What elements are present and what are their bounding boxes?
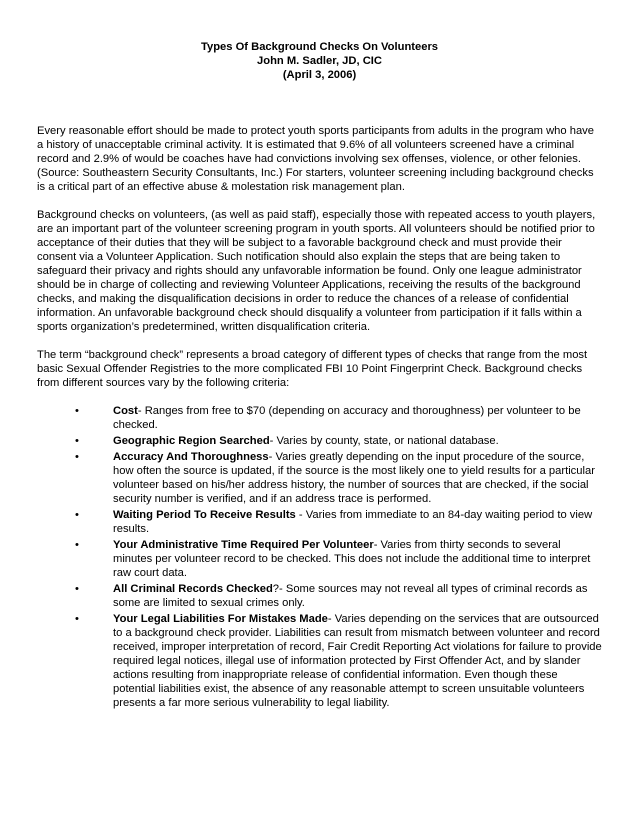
criteria-term: Geographic Region Searched (113, 435, 270, 447)
criteria-text: ?- Some sources may not reveal all types of criminal records as some are limited to sexual crimes only. (113, 583, 588, 609)
criteria-term: Waiting Period To Receive Results (113, 509, 296, 521)
list-item (37, 450, 602, 506)
bullet-icon: • (75, 405, 79, 417)
document-date: (April 3, 2006) (282, 69, 357, 81)
criteria-text: - Ranges from free to $70 (depending on accuracy and thoroughness) per volunteer to be checked. (113, 405, 581, 431)
list-item (37, 404, 602, 432)
criteria-text: - Varies greatly depending on the input procedure of the source, how often the source is updated, if the source is the most likely one to yield results for a particular volunteer based on his/her address history, the number of sources that are checked, if the social security number is verified, and if an address trace is performed. (113, 451, 595, 505)
list-item (37, 434, 602, 448)
criteria-term: Accuracy And Thoroughness (113, 451, 269, 463)
criteria-text: - Varies by county, state, or national database. (269, 435, 499, 447)
bullet-icon: • (75, 583, 79, 595)
bullet-icon: • (75, 451, 79, 463)
criteria-term: Cost (113, 405, 138, 417)
criteria-term: Your Administrative Time Required Per Volunteer (113, 539, 374, 551)
criteria-list (37, 404, 602, 710)
bullet-icon: • (75, 613, 79, 625)
document-title: Types Of Background Checks On Volunteers (200, 41, 439, 53)
list-item (37, 508, 602, 536)
list-item (37, 582, 602, 610)
document-author: John M. Sadler, JD, CIC (257, 55, 382, 67)
bullet-icon: • (75, 509, 79, 521)
criteria-text: - Varies from thirty seconds to several minutes per volunteer record to be checked. This does not include the additional time to interpret raw court data. (113, 539, 591, 579)
criteria-text: - Varies depending on the services that are outsourced to a background check provider. Liabilities can result from mismatch between volunteer and record received, improper interpretation of record, Fair Credit Reporting Act violations for failure to provide required legal notices, illegal use of information protected by First Offender Act, and by slander actions resulting from inappropriate release of confidential information. Even though these potential liabilities exist, the absence of any reasonable attempt to screen unsuitable volunteers presents a far more serious vulnerability to legal liability. (113, 613, 602, 709)
bullet-icon: • (75, 539, 79, 551)
criteria-term: Your Legal Liabilities For Mistakes Made (113, 613, 328, 625)
list-item (37, 538, 602, 580)
document-header (37, 40, 602, 82)
list-item (37, 612, 602, 710)
criteria-text: - Varies from immediate to an 84-day waiting period to view results. (113, 509, 593, 535)
paragraph-criteria-intro: The term “background check” represents a broad category of different types of checks that range from the most basic Sexual Offender Registries to the more complicated FBI 10 Point Fingerprint Check. Background checks from different sources vary by the following criteria: (37, 349, 588, 389)
paragraph-intro: Every reasonable effort should be made to protect youth sports participants from adults in the program who have a history of unacceptable criminal activity. It is estimated that 9.6% of all volunteers screened have a criminal record and 2.9% of would be coaches have had convictions involving sex offenses, violence, or other felonies. (Source: Southeastern Security Consultants, Inc.) For starters, volunteer screening including background checks is a critical part of an effective abuse & molestation risk management plan. (37, 125, 594, 193)
criteria-term: All Criminal Records Checked (113, 583, 273, 595)
paragraph-background-checks: Background checks on volunteers, (as well as paid staff), especially those with repeated access to youth players, are an important part of the volunteer screening program in youth sports. All volunteers should be notified prior to acceptance of their duties that they will be subject to a favorable background check and must provide their consent via a Volunteer Application. Such notification should also explain the steps that are being taken to safeguard their privacy and rights should any unfavorable information be found. Only one league administrator should be in charge of collecting and reviewing Volunteer Applications, receiving the results of the background checks, and making the disqualification decisions in order to reduce the chances of a release of confidential information. An unfavorable background check should disqualify a volunteer from participation if it falls within a sports organization’s predetermined, written disqualification criteria. (37, 209, 596, 333)
bullet-icon: • (75, 435, 79, 447)
